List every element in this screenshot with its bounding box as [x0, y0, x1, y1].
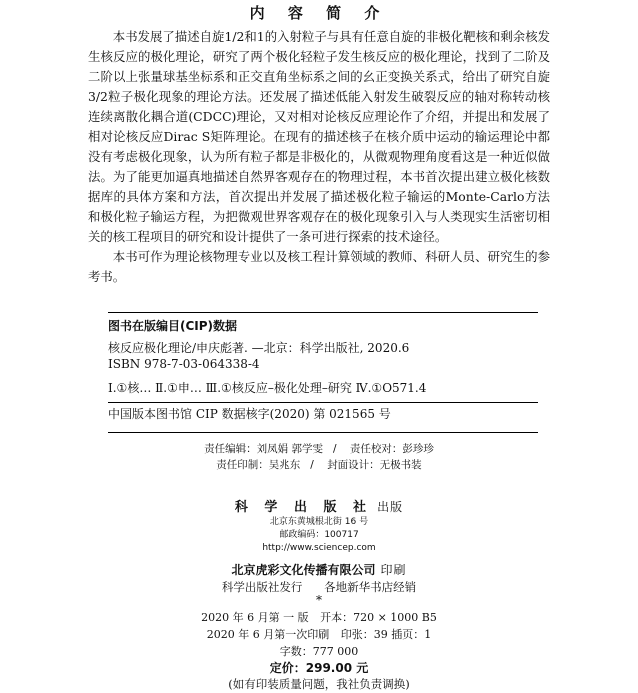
- sheets: 印张：39 插页：1: [340, 628, 432, 641]
- format: 开本：720 × 1000 B5: [320, 611, 437, 624]
- cip-number: 中国版本图书馆 CIP 数据核字(2020) 第 021565 号: [108, 407, 391, 421]
- quality-notice: (如有印装质量问题，我社负责调换): [228, 677, 410, 691]
- separator-star: *: [316, 593, 322, 607]
- publisher-suffix: 出版: [377, 500, 404, 514]
- publisher-name: 科 学 出 版 社: [234, 500, 372, 515]
- cip-book-line: 核反应极化理论/申庆彪著. —北京：科学出版社, 2020.6: [108, 341, 410, 355]
- publisher-address: 北京东黄城根北街 16 号: [269, 517, 369, 527]
- edition-date: 2020 年 6 月第 一 版: [201, 611, 309, 624]
- sellers: 各地新华书店经销: [324, 580, 417, 594]
- proofreader: 责任校对：彭珍珍: [349, 443, 434, 455]
- publisher-website: http://www.sciencep.com: [262, 543, 376, 553]
- price: 定价：299.00 元: [269, 661, 369, 675]
- printer-line: [0, 559, 638, 578]
- printer-suffix: 印刷: [380, 563, 407, 577]
- cip-isbn: ISBN 978-7-03-064338-4: [108, 357, 260, 371]
- print-date: 2020 年 6 月第一次印刷: [206, 628, 330, 641]
- word-count: 字数：777 000: [279, 645, 359, 658]
- page-title: 内 容 简 介: [249, 4, 389, 22]
- summary-paragraph: 本书发展了描述自旋1/2和1的入射粒子与具有任意自旋的非极化靶核和剩余核发生核反应的极化理论，研究了两个极化轻粒子发生核反应的极化理论，找到了二阶及二阶以上张量球基坐标系和正交直角坐标系之间的幺正变换关系式，给出了研究自旋3/2粒子极化现象的理论方法。还发展了描述低能入射发生破裂反应的轴对称转动核连续离散化耦合道(CDCC)理论，又对相对论核反应理论作了介绍，并提出和发展了相对论核反应Dirac S矩阵理论。在现有的描述核子在核介质中运动的输运理论中都没有考虑极化现象，认为所有粒子都是非极化的，从微观物理角度看这是一种近似做法。为了能更加逼真地描述自然界客观存在的物理过程，本书首次提出建立极化核数据库的具体方案和方法，首次提出并发展了描述极化粒子输运的Monte-Carlo方法和极化粒子输运方程，为把微观世界客观存在的极化现象引入与人类现实生活密切相关的核工程项目的研究和设计提供了一条可进行探索的技术途径。: [88, 29, 550, 244]
- print-manager: 责任印制：吴兆东: [216, 459, 301, 471]
- publisher-postcode: 邮政编码：100717: [279, 530, 359, 540]
- editors: 责任编辑：刘凤娟 郭学雯: [204, 443, 323, 455]
- cover-designer: 封面设计：无极书装: [327, 459, 422, 471]
- cip-bottom-divider: [108, 432, 538, 433]
- cip-inner-divider: [108, 402, 538, 403]
- edition-line-1: [0, 609, 638, 626]
- cip-top-divider: [108, 312, 538, 313]
- printer-name: 北京虎彩文化传播有限公司: [231, 563, 376, 577]
- credits-line-2: 责任印制：吴兆东 / 封面设计：无极书装: [216, 459, 422, 471]
- summary-paragraph: 本书可作为理论核物理专业以及核工程计算领域的教师、科研人员、研究生的参考书。: [88, 249, 550, 284]
- publisher-line: [0, 496, 638, 515]
- cip-heading: 图书在版编目(CIP)数据: [108, 319, 238, 333]
- summary-text: [88, 27, 550, 287]
- issuer: 科学出版社发行: [221, 580, 303, 594]
- cip-classification: Ⅰ.①核… Ⅱ.①申… Ⅲ.①核反应–极化处理–研究 Ⅳ.①O571.4: [108, 381, 427, 395]
- credits-line-1: 责任编辑：刘凤娟 郭学雯 / 责任校对：彭珍珍: [204, 443, 434, 455]
- cip-block: [108, 318, 538, 422]
- edition-line-2: [0, 626, 638, 643]
